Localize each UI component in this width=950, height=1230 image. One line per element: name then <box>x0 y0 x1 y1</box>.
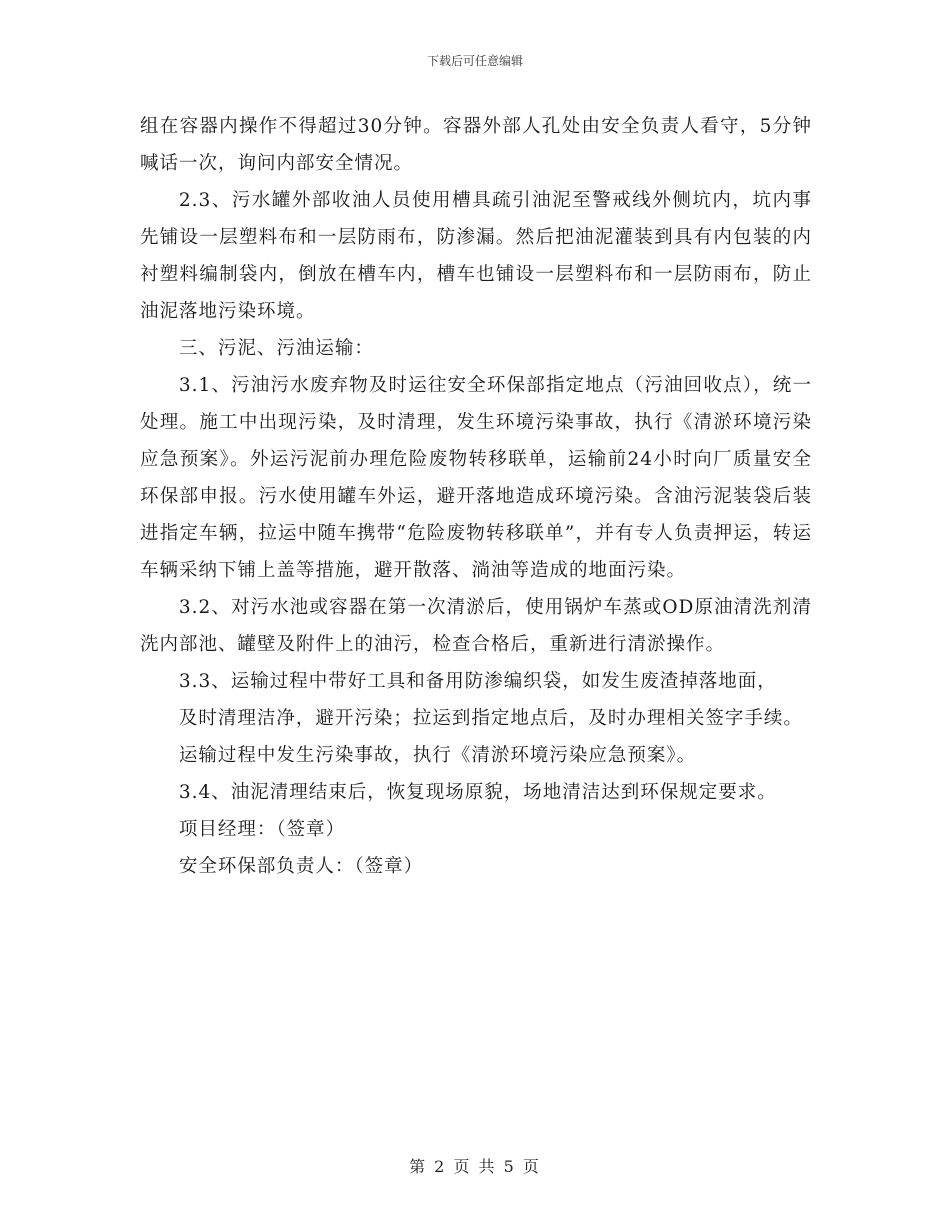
paragraph-3-3: 3.3、运输过程中带好工具和备用防渗编织袋，如发生废渣掉落地面， <box>178 671 777 692</box>
section-heading: 三、污泥、污油运输： <box>178 338 374 359</box>
signature-project-manager: 项目经理：（签章） <box>178 819 346 840</box>
paragraph-2: 2.3、污水罐外部收油人员使用槽具疏引油泥至警戒线外侧坑内，坑内事先铺设一层塑料布和一层防雨布，防渗漏。然后把油泥灌装到具有内包装的内衬塑料编制袋内，倒放在槽车内，槽车也铺设一层塑料布和一层防雨布，防止油泥落地污染环境。 <box>140 190 812 322</box>
page-header: 下载后可任意编辑 <box>426 54 523 68</box>
paragraph-3-1: 3.1、污油污水废弃物及时运往安全环保部指定地点（污油回收点），统一处理。施工中出现污染，及时清理，发生环境污染事故，执行《清淤环境污染应急预案》。外运污泥前办理危险废物转移联单，运输前24小时向厂质量安全环保部申报。污水使用罐车外运，避开落地造成环境污染。含油污泥装袋后装进指定车辆，拉运中随车携带“危险废物转移联单”，并有专人负责押运，转运车辆采纳下铺上盖等措施，避开散落、淌油等造成的地面污染。 <box>140 375 812 581</box>
page-number: 第 2 页 共 5 页 <box>409 1157 541 1176</box>
document-body <box>140 108 812 885</box>
paragraph-accident: 运输过程中发生污染事故，执行《清淤环境污染应急预案》。 <box>178 745 697 766</box>
paragraph-3-4: 3.4、油泥清理结束后，恢复现场原貌，场地清洁达到环保规定要求。 <box>178 782 777 803</box>
paragraph-3-3-cont: 及时清理洁净，避开污染；拉运到指定地点后，及时办理相关签字手续。 <box>178 708 803 729</box>
paragraph-3-2: 3.2、对污水池或容器在第一次清淤后，使用锅炉车蒸或OD原油清洗剂清洗内部池、罐壁及附件上的油污，检查合格后，重新进行清淤操作。 <box>140 597 812 655</box>
signature-safety-head: 安全环保部负责人：（签章） <box>178 856 424 877</box>
paragraph-1: 组在容器内操作不得超过30分钟。容器外部人孔处由安全负责人看守，5分钟喊话一次，询问内部安全情况。 <box>140 116 812 174</box>
